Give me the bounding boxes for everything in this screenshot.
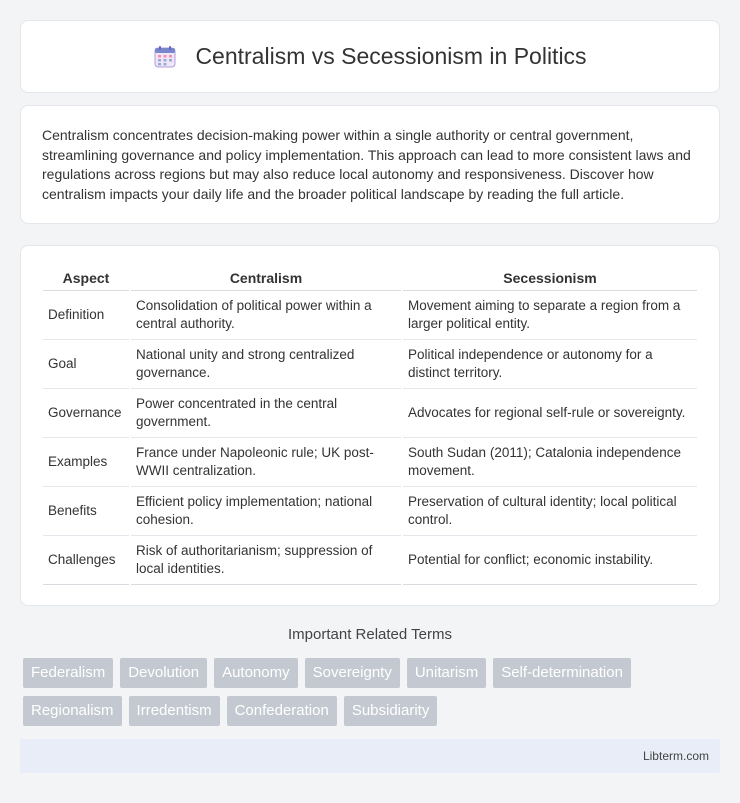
row-aspect-cell: Challenges (43, 536, 129, 585)
column-header-aspect: Aspect (43, 266, 129, 291)
secessionism-cell: Political independence or autonomy for a distinct territory. (403, 340, 697, 389)
secessionism-cell: Movement aiming to separate a region from a larger political entity. (403, 291, 697, 340)
tag-regionalism[interactable]: Regionalism (23, 696, 122, 726)
comparison-table (41, 266, 699, 585)
table-row (43, 487, 697, 536)
table-row (43, 291, 697, 340)
tag-devolution[interactable]: Devolution (120, 658, 207, 688)
header-card (20, 20, 720, 93)
footer-brand-link[interactable]: Libterm.com (642, 749, 709, 763)
related-terms-tags (23, 658, 723, 726)
centralism-cell: Consolidation of political power within a central authority. (131, 291, 401, 340)
row-aspect-cell: Definition (43, 291, 129, 340)
tag-unitarism[interactable]: Unitarism (407, 658, 486, 688)
row-aspect-cell: Examples (43, 438, 129, 487)
secessionism-cell: Potential for conflict; economic instability. (403, 536, 697, 585)
table-row (43, 536, 697, 585)
tag-autonomy[interactable]: Autonomy (214, 658, 298, 688)
row-aspect-cell: Goal (43, 340, 129, 389)
tag-self-determination[interactable]: Self-determination (493, 658, 631, 688)
centralism-cell: Power concentrated in the central government. (131, 389, 401, 438)
centralism-cell: Risk of authoritarianism; suppression of local identities. (131, 536, 401, 585)
secessionism-cell: South Sudan (2011); Catalonia independence movement. (403, 438, 697, 487)
intro-paragraph: Centralism concentrates decision-making power within a single authority or central government, streamlining governance and policy implementation. This approach can lead to more consistent laws and regulations across regions but may also reduce local autonomy and responsiveness. Discover how centralism impacts your daily life and the broader political landscape by reading the full article. (42, 127, 691, 202)
tag-sovereignty[interactable]: Sovereignty (305, 658, 400, 688)
secessionism-cell: Preservation of cultural identity; local political control. (403, 487, 697, 536)
tag-federalism[interactable]: Federalism (23, 658, 113, 688)
related-terms-heading: Important Related Terms (288, 626, 452, 643)
footer (20, 739, 720, 773)
centralism-cell: France under Napoleonic rule; UK post-WWII centralization. (131, 438, 401, 487)
secessionism-cell: Advocates for regional self-rule or sovereignty. (403, 389, 697, 438)
centralism-cell: Efficient policy implementation; national cohesion. (131, 487, 401, 536)
intro-card (20, 105, 720, 224)
row-aspect-cell: Governance (43, 389, 129, 438)
column-header-secessionism: Secessionism (403, 266, 697, 291)
tag-confederation[interactable]: Confederation (227, 696, 337, 726)
table-row (43, 389, 697, 438)
tag-subsidiarity[interactable]: Subsidiarity (344, 696, 438, 726)
table-row (43, 340, 697, 389)
table-row (43, 438, 697, 487)
row-aspect-cell: Benefits (43, 487, 129, 536)
tag-irredentism[interactable]: Irredentism (129, 696, 220, 726)
page-title: Centralism vs Secessionism in Politics (195, 43, 587, 69)
centralism-cell: National unity and strong centralized governance. (131, 340, 401, 389)
calendar-grid-icon (153, 45, 177, 69)
comparison-table-card (20, 245, 720, 606)
table-header-row (43, 266, 697, 291)
column-header-centralism: Centralism (131, 266, 401, 291)
